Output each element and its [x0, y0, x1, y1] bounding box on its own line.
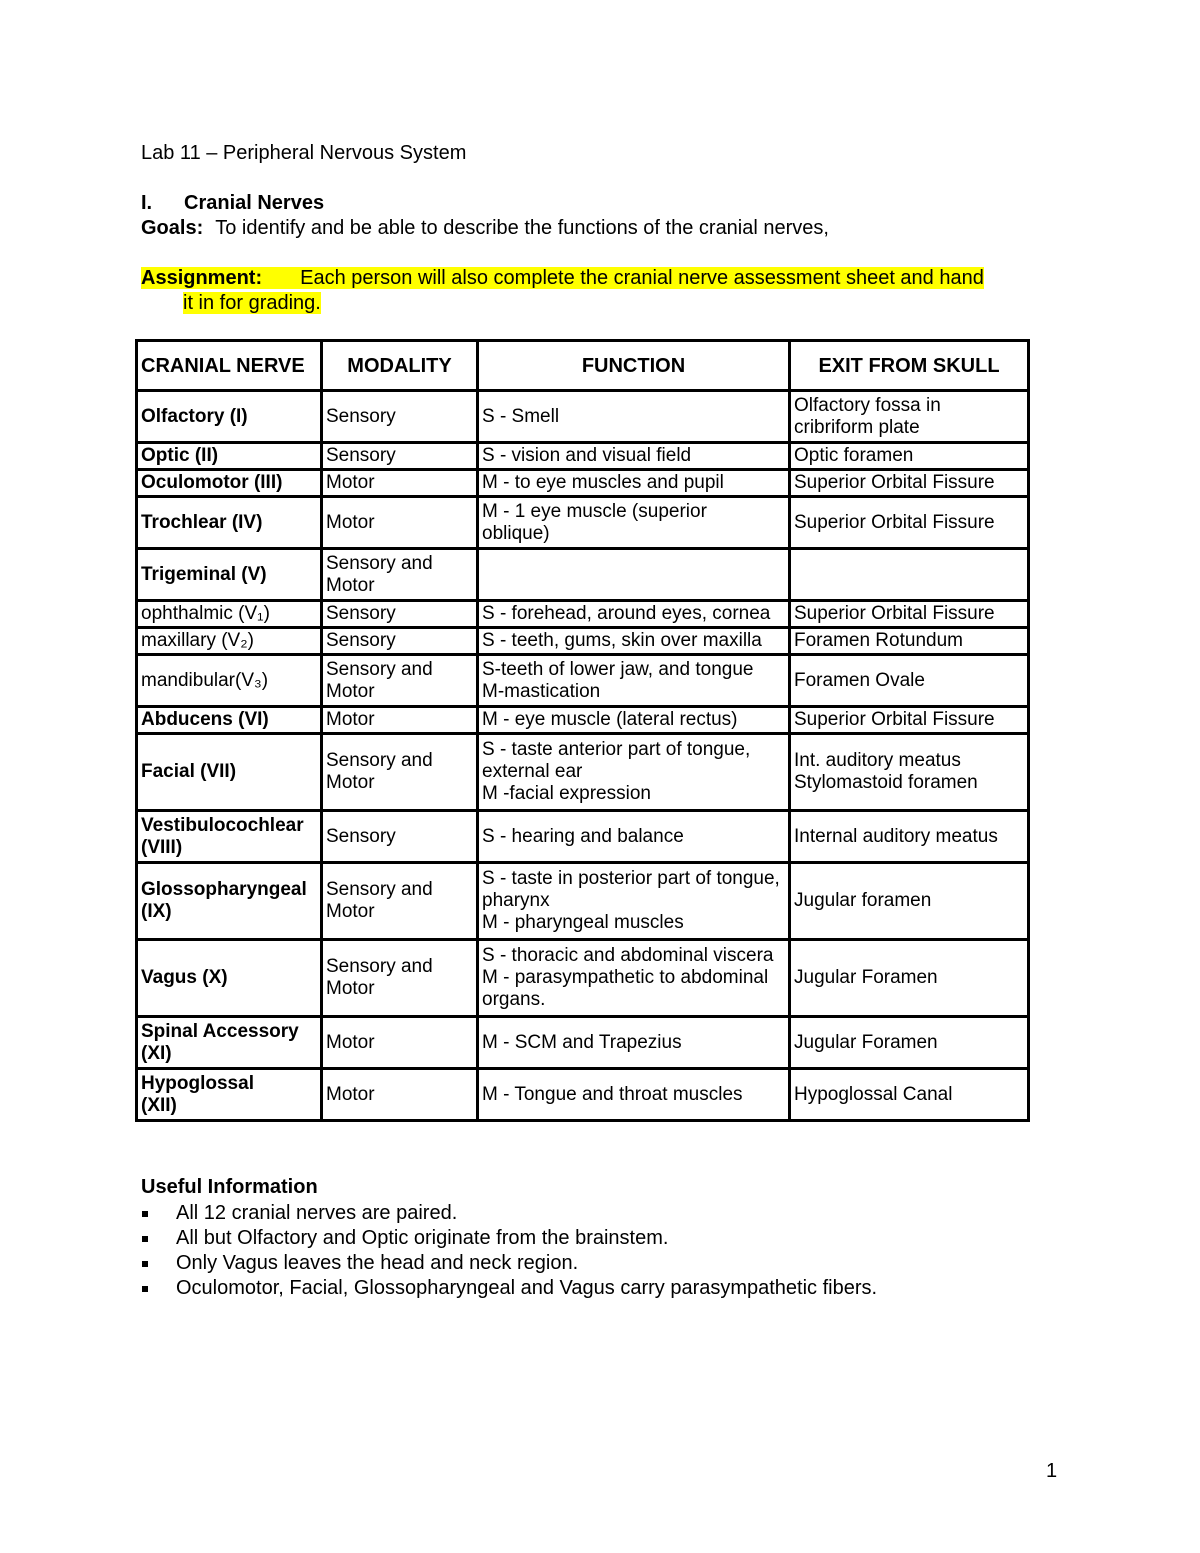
cell-nerve — [137, 601, 322, 628]
cell-line: Vestibulocochlear — [141, 814, 304, 836]
list-item-text: Only Vagus leaves the head and neck region. — [176, 1252, 579, 1274]
cell-line: M - 1 eye muscle (superior — [482, 500, 707, 522]
list-item — [141, 1226, 877, 1251]
cell-line: Sensory — [326, 405, 396, 427]
header-exit-from-skull: EXIT FROM SKULL — [790, 341, 1029, 391]
cell-exit — [790, 811, 1029, 863]
cell-line: Oculomotor (III) — [141, 472, 283, 493]
cell-line: S - forehead, around eyes, cornea — [482, 603, 771, 624]
cell-line: Hypoglossal — [141, 1072, 254, 1094]
cell-line: oblique) — [482, 522, 550, 544]
cell-line: Sensory and — [326, 879, 433, 900]
cell-nerve — [137, 734, 322, 811]
table-row — [137, 628, 1029, 655]
cell-line: Superior Orbital Fissure — [794, 709, 995, 730]
cell-line: Olfactory fossa in — [794, 394, 941, 416]
cell-exit — [790, 1017, 1029, 1069]
cell-function — [478, 497, 790, 549]
cell-modality — [322, 391, 478, 443]
cell-function — [478, 734, 790, 811]
cell-nerve — [137, 549, 322, 601]
table-row — [137, 470, 1029, 497]
cell-modality — [322, 940, 478, 1017]
cell-line: S - vision and visual field — [482, 445, 692, 466]
goals-text: To identify and be able to describe the functions of the cranial nerves, — [215, 217, 829, 239]
table-row — [137, 940, 1029, 1017]
table-row — [137, 863, 1029, 940]
cell-line: Trigeminal (V) — [141, 563, 267, 585]
table-row — [137, 391, 1029, 443]
cell-line: Optic foramen — [794, 445, 914, 466]
cranial-nerve-table — [135, 339, 1030, 1122]
cell-line: S - hearing and balance — [482, 825, 684, 847]
cell-line: Jugular Foramen — [794, 1031, 938, 1053]
cell-function — [478, 811, 790, 863]
cell-line: Optic (II) — [141, 445, 219, 466]
cell-nerve — [137, 470, 322, 497]
table-row — [137, 655, 1029, 707]
goals-label: Goals: — [141, 217, 204, 239]
cell-exit — [790, 734, 1029, 811]
cell-line: M -facial expression — [482, 783, 651, 804]
assignment-text-line1: Each person will also complete the cranial nerve assessment sheet and hand — [300, 267, 984, 289]
cell-function — [478, 549, 790, 601]
cell-line: M - to eye muscles and pupil — [482, 472, 724, 493]
cell-line: Foramen Rotundum — [794, 630, 963, 651]
cell-exit — [790, 470, 1029, 497]
cell-line: S - taste anterior part of tongue, — [482, 739, 751, 760]
cell-line: M - Tongue and throat muscles — [482, 1083, 743, 1105]
cell-line: Glossopharyngeal — [141, 879, 307, 900]
cell-line: Sensory and — [326, 552, 433, 574]
table-header-row — [137, 341, 1029, 391]
cell-modality — [322, 497, 478, 549]
assignment — [141, 266, 1056, 316]
cell-line: Sensory and — [326, 658, 433, 680]
cell-line: Facial (VII) — [141, 761, 237, 782]
cell-exit — [790, 391, 1029, 443]
list-item — [141, 1201, 877, 1226]
bullet-icon — [142, 1236, 148, 1242]
cell-line: Internal auditory meatus — [794, 825, 998, 847]
cell-line: Abducens (VI) — [141, 709, 269, 730]
cell-line: Motor — [326, 511, 375, 533]
cell-exit — [790, 1069, 1029, 1121]
cell-line: Foramen Ovale — [794, 669, 925, 691]
cell-modality — [322, 811, 478, 863]
cell-nerve — [137, 1017, 322, 1069]
cell-modality — [322, 601, 478, 628]
page-number: 1 — [1046, 1460, 1058, 1482]
cell-nerve — [137, 1069, 322, 1121]
table-row — [137, 443, 1029, 470]
cell-modality — [322, 1017, 478, 1069]
list-item-text: All 12 cranial nerves are paired. — [176, 1202, 458, 1224]
cell-exit — [790, 863, 1029, 940]
cell-nerve — [137, 655, 322, 707]
cell-line: Jugular Foramen — [794, 967, 938, 988]
cell-line: Sensory — [326, 603, 396, 624]
cell-nerve — [137, 811, 322, 863]
assignment-label: Assignment: — [141, 267, 263, 289]
cell-modality — [322, 628, 478, 655]
cell-line: maxillary (V₂) — [141, 630, 254, 651]
cell-function — [478, 863, 790, 940]
useful-title: Useful Information — [141, 1176, 318, 1198]
cell-nerve — [137, 863, 322, 940]
header-function: FUNCTION — [478, 341, 790, 391]
cell-line: Motor — [326, 574, 375, 596]
cell-modality — [322, 443, 478, 470]
cell-line: Hypoglossal Canal — [794, 1083, 953, 1105]
cell-line: M - parasympathetic to abdominal — [482, 967, 769, 988]
cell-nerve — [137, 628, 322, 655]
list-item — [141, 1251, 877, 1276]
cell-modality — [322, 549, 478, 601]
cell-line: Superior Orbital Fissure — [794, 472, 995, 493]
cell-exit — [790, 443, 1029, 470]
cell-line: (XII) — [141, 1094, 177, 1116]
cell-nerve — [137, 443, 322, 470]
cell-line: Olfactory (I) — [141, 405, 248, 427]
section-heading-text: Cranial Nerves — [184, 192, 325, 214]
cell-function — [478, 470, 790, 497]
table-row — [137, 549, 1029, 601]
cell-modality — [322, 707, 478, 734]
table-row — [137, 497, 1029, 549]
cell-line: S - thoracic and abdominal viscera — [482, 945, 774, 966]
header-modality: MODALITY — [322, 341, 478, 391]
cell-line: Superior Orbital Fissure — [794, 511, 995, 533]
cell-nerve — [137, 497, 322, 549]
cell-function — [478, 601, 790, 628]
cell-line: Sensory and — [326, 956, 433, 977]
cell-exit — [790, 497, 1029, 549]
cell-line: (XI) — [141, 1042, 172, 1064]
table-row — [137, 601, 1029, 628]
cell-line: organs. — [482, 989, 546, 1010]
bullet-icon — [142, 1261, 148, 1267]
cell-line: M-mastication — [482, 680, 601, 702]
goals — [141, 217, 829, 240]
cell-nerve — [137, 391, 322, 443]
cell-line: ophthalmic (V₁) — [141, 603, 270, 624]
cell-line: Motor — [326, 680, 375, 702]
cell-line: Stylomastoid foramen — [794, 772, 978, 793]
cell-line: cribriform plate — [794, 416, 920, 438]
bullet-icon — [142, 1286, 148, 1292]
cell-function — [478, 1069, 790, 1121]
cell-line: S - teeth, gums, skin over maxilla — [482, 630, 762, 651]
cell-function — [478, 940, 790, 1017]
cell-line: (VIII) — [141, 836, 183, 858]
assignment-text-line2: it in for grading. — [183, 292, 321, 314]
cell-line: M - pharyngeal muscles — [482, 912, 684, 933]
cell-line: Sensory — [326, 445, 396, 466]
cell-nerve — [137, 940, 322, 1017]
list-item-text: All but Olfactory and Optic originate from the brainstem. — [176, 1227, 669, 1249]
cell-exit — [790, 940, 1029, 1017]
cell-line: Trochlear (IV) — [141, 511, 263, 533]
cell-line: Motor — [326, 978, 375, 999]
table-row — [137, 811, 1029, 863]
page-title: Lab 11 – Peripheral Nervous System — [141, 142, 467, 164]
cell-line: M - eye muscle (lateral rectus) — [482, 709, 738, 730]
cell-function — [478, 655, 790, 707]
cell-function — [478, 443, 790, 470]
cell-line: Jugular foramen — [794, 890, 932, 911]
cell-nerve — [137, 707, 322, 734]
cell-modality — [322, 470, 478, 497]
section-number: I. — [141, 192, 153, 214]
cell-exit — [790, 601, 1029, 628]
bullet-icon — [142, 1211, 148, 1217]
table-row — [137, 1069, 1029, 1121]
cell-function — [478, 1017, 790, 1069]
cell-line: Int. auditory meatus — [794, 750, 961, 771]
cell-line: mandibular(V₃) — [141, 669, 269, 691]
useful-list — [141, 1201, 877, 1301]
table-row — [137, 1017, 1029, 1069]
header-cranial-nerve: CRANIAL NERVE — [137, 341, 322, 391]
cell-function — [478, 391, 790, 443]
cell-line: S - Smell — [482, 405, 560, 427]
cell-line: (IX) — [141, 901, 172, 922]
cell-function — [478, 707, 790, 734]
cell-exit — [790, 655, 1029, 707]
cell-line: M - SCM and Trapezius — [482, 1031, 682, 1053]
cell-line: Sensory — [326, 630, 396, 651]
cell-exit — [790, 628, 1029, 655]
cell-modality — [322, 655, 478, 707]
list-item-text: Oculomotor, Facial, Glossopharyngeal and Vagus carry parasympathetic fibers. — [176, 1277, 878, 1299]
cell-line: Vagus (X) — [141, 967, 228, 988]
cell-modality — [322, 734, 478, 811]
section-heading — [141, 192, 324, 215]
cell-line: Motor — [326, 901, 375, 922]
list-item — [141, 1276, 877, 1301]
cell-line: Motor — [326, 772, 375, 793]
cell-line: Motor — [326, 1031, 375, 1053]
cell-line: Spinal Accessory — [141, 1020, 299, 1042]
cell-line: Motor — [326, 1083, 375, 1105]
cell-modality — [322, 863, 478, 940]
cell-modality — [322, 1069, 478, 1121]
table-row — [137, 707, 1029, 734]
cell-line: Superior Orbital Fissure — [794, 603, 995, 624]
cell-line: S-teeth of lower jaw, and tongue — [482, 658, 754, 680]
cell-line: Sensory — [326, 825, 396, 847]
cell-line: external ear — [482, 761, 583, 782]
cell-line: pharynx — [482, 890, 550, 911]
cell-line: Sensory and — [326, 750, 433, 771]
cell-exit — [790, 549, 1029, 601]
table-row — [137, 734, 1029, 811]
cell-line: S - taste in posterior part of tongue, — [482, 868, 780, 889]
cell-exit — [790, 707, 1029, 734]
cell-function — [478, 628, 790, 655]
cell-line: Motor — [326, 709, 375, 730]
cell-line: Motor — [326, 472, 375, 493]
